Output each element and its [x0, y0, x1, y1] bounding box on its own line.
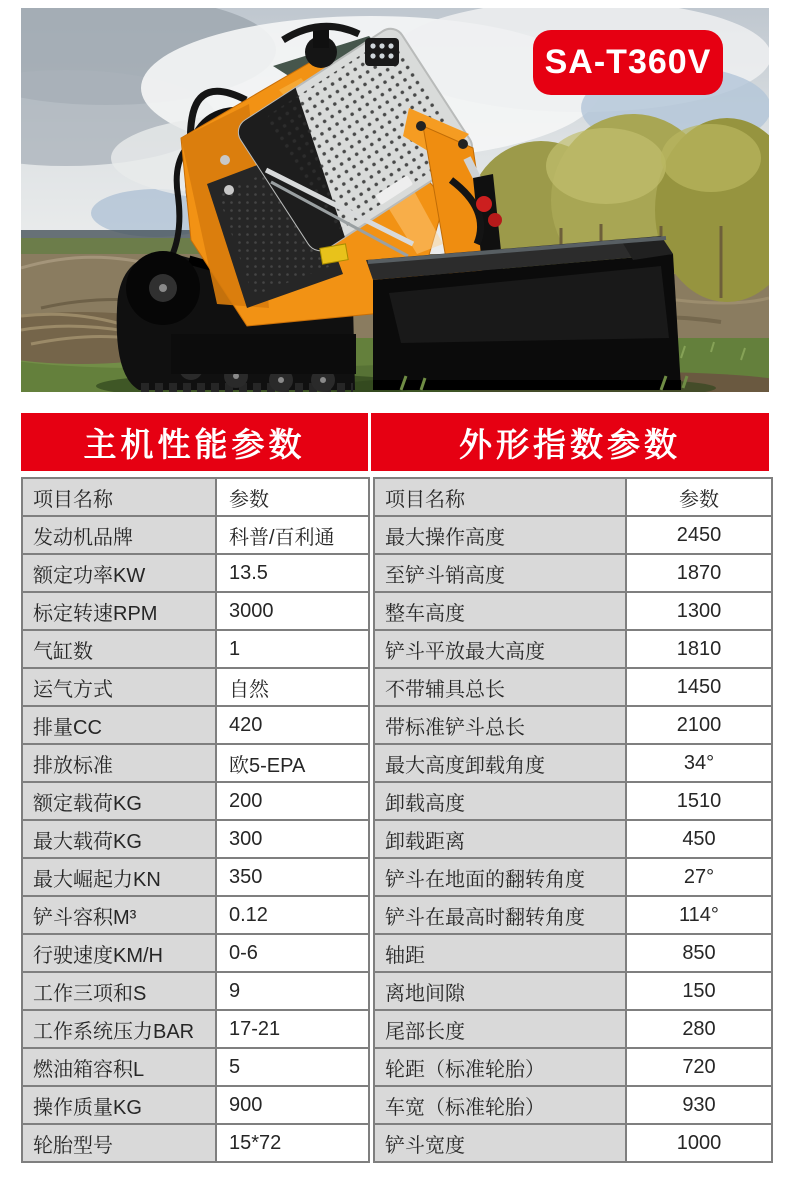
spec-label: 轴距	[374, 934, 626, 972]
spec-value: 200	[216, 782, 369, 820]
table-row	[374, 554, 772, 592]
table-row	[22, 820, 369, 858]
table-row	[22, 592, 369, 630]
spec-label: 不带辅具总长	[374, 668, 626, 706]
table-row	[374, 820, 772, 858]
spec-label: 排放标准	[22, 744, 216, 782]
spec-label: 铲斗容积M³	[22, 896, 216, 934]
spec-label: 燃油箱容积L	[22, 1048, 216, 1086]
spec-value: 自然	[216, 668, 369, 706]
spec-label: 轮距（标准轮胎）	[374, 1048, 626, 1086]
spec-label: 发动机品牌	[22, 516, 216, 554]
spec-value: 3000	[216, 592, 369, 630]
spec-value: 1810	[626, 630, 772, 668]
spec-value: 1870	[626, 554, 772, 592]
spec-label: 气缸数	[22, 630, 216, 668]
section-title-dimensions: 外形指数参数	[371, 413, 769, 471]
spec-value: 850	[626, 934, 772, 972]
spec-value: 114°	[626, 896, 772, 934]
product-photo	[21, 8, 769, 392]
spec-label: 卸载距离	[374, 820, 626, 858]
spec-label: 铲斗在地面的翻转角度	[374, 858, 626, 896]
column-header-item: 项目名称	[22, 478, 216, 516]
spec-label: 工作系统压力BAR	[22, 1010, 216, 1048]
table-row	[22, 1010, 369, 1048]
spec-value: 2100	[626, 706, 772, 744]
spec-label: 最大崛起力KN	[22, 858, 216, 896]
dimension-spec-table	[373, 477, 773, 1163]
spec-label: 额定载荷KG	[22, 782, 216, 820]
spec-value: 0.12	[216, 896, 369, 934]
spec-value: 27°	[626, 858, 772, 896]
spec-value: 1450	[626, 668, 772, 706]
model-badge: SA-T360V	[533, 30, 723, 95]
spec-value: 34°	[626, 744, 772, 782]
spec-label: 卸载高度	[374, 782, 626, 820]
table-row	[374, 782, 772, 820]
column-header-param: 参数	[626, 478, 772, 516]
spec-tables	[21, 477, 773, 1163]
spec-value: 17-21	[216, 1010, 369, 1048]
section-title-bars	[21, 413, 769, 471]
spec-label: 运气方式	[22, 668, 216, 706]
spec-value: 5	[216, 1048, 369, 1086]
spec-label: 轮胎型号	[22, 1124, 216, 1162]
table-row	[22, 630, 369, 668]
table-row	[22, 706, 369, 744]
table-row	[374, 706, 772, 744]
spec-value: 150	[626, 972, 772, 1010]
spec-value: 1300	[626, 592, 772, 630]
table-header-row	[22, 478, 369, 516]
column-header-param: 参数	[216, 478, 369, 516]
spec-value: 930	[626, 1086, 772, 1124]
table-row	[374, 972, 772, 1010]
column-header-item: 项目名称	[374, 478, 626, 516]
spec-value: 2450	[626, 516, 772, 554]
spec-label: 铲斗宽度	[374, 1124, 626, 1162]
spec-value: 420	[216, 706, 369, 744]
table-row	[374, 592, 772, 630]
table-row	[374, 934, 772, 972]
spec-value: 1510	[626, 782, 772, 820]
spec-value: 13.5	[216, 554, 369, 592]
spec-value: 15*72	[216, 1124, 369, 1162]
table-row	[22, 1124, 369, 1162]
section-title-performance: 主机性能参数	[21, 413, 368, 471]
spec-value: 450	[626, 820, 772, 858]
spec-label: 整车高度	[374, 592, 626, 630]
spec-label: 最大操作高度	[374, 516, 626, 554]
spec-label: 铲斗在最高时翻转角度	[374, 896, 626, 934]
table-row	[22, 972, 369, 1010]
table-row	[22, 744, 369, 782]
spec-label: 离地间隙	[374, 972, 626, 1010]
table-row	[22, 858, 369, 896]
spec-value: 900	[216, 1086, 369, 1124]
table-row	[374, 1048, 772, 1086]
spec-value: 1	[216, 630, 369, 668]
table-row	[22, 516, 369, 554]
table-row	[374, 516, 772, 554]
table-row	[374, 630, 772, 668]
spec-label: 额定功率KW	[22, 554, 216, 592]
spec-value: 科普/百利通	[216, 516, 369, 554]
spec-label: 铲斗平放最大高度	[374, 630, 626, 668]
spec-label: 排量CC	[22, 706, 216, 744]
table-row	[374, 858, 772, 896]
table-row	[22, 782, 369, 820]
table-row	[22, 896, 369, 934]
spec-label: 尾部长度	[374, 1010, 626, 1048]
table-row	[374, 896, 772, 934]
performance-spec-table	[21, 477, 370, 1163]
spec-label: 至铲斗销高度	[374, 554, 626, 592]
spec-label: 标定转速RPM	[22, 592, 216, 630]
table-row	[22, 1086, 369, 1124]
table-header-row	[374, 478, 772, 516]
spec-label: 带标准铲斗总长	[374, 706, 626, 744]
table-row	[374, 1010, 772, 1048]
spec-label: 最大高度卸载角度	[374, 744, 626, 782]
spec-label: 操作质量KG	[22, 1086, 216, 1124]
table-row	[374, 1124, 772, 1162]
table-row	[22, 668, 369, 706]
spec-value: 720	[626, 1048, 772, 1086]
spec-value: 1000	[626, 1124, 772, 1162]
spec-value: 280	[626, 1010, 772, 1048]
spec-label: 行驶速度KM/H	[22, 934, 216, 972]
table-row	[374, 1086, 772, 1124]
table-row	[22, 934, 369, 972]
spec-label: 最大载荷KG	[22, 820, 216, 858]
spec-value: 欧5-EPA	[216, 744, 369, 782]
spec-value: 350	[216, 858, 369, 896]
table-row	[22, 554, 369, 592]
table-row	[374, 668, 772, 706]
spec-label: 车宽（标准轮胎）	[374, 1086, 626, 1124]
spec-value: 0-6	[216, 934, 369, 972]
table-row	[374, 744, 772, 782]
spec-label: 工作三项和S	[22, 972, 216, 1010]
table-row	[22, 1048, 369, 1086]
spec-value: 9	[216, 972, 369, 1010]
spec-value: 300	[216, 820, 369, 858]
